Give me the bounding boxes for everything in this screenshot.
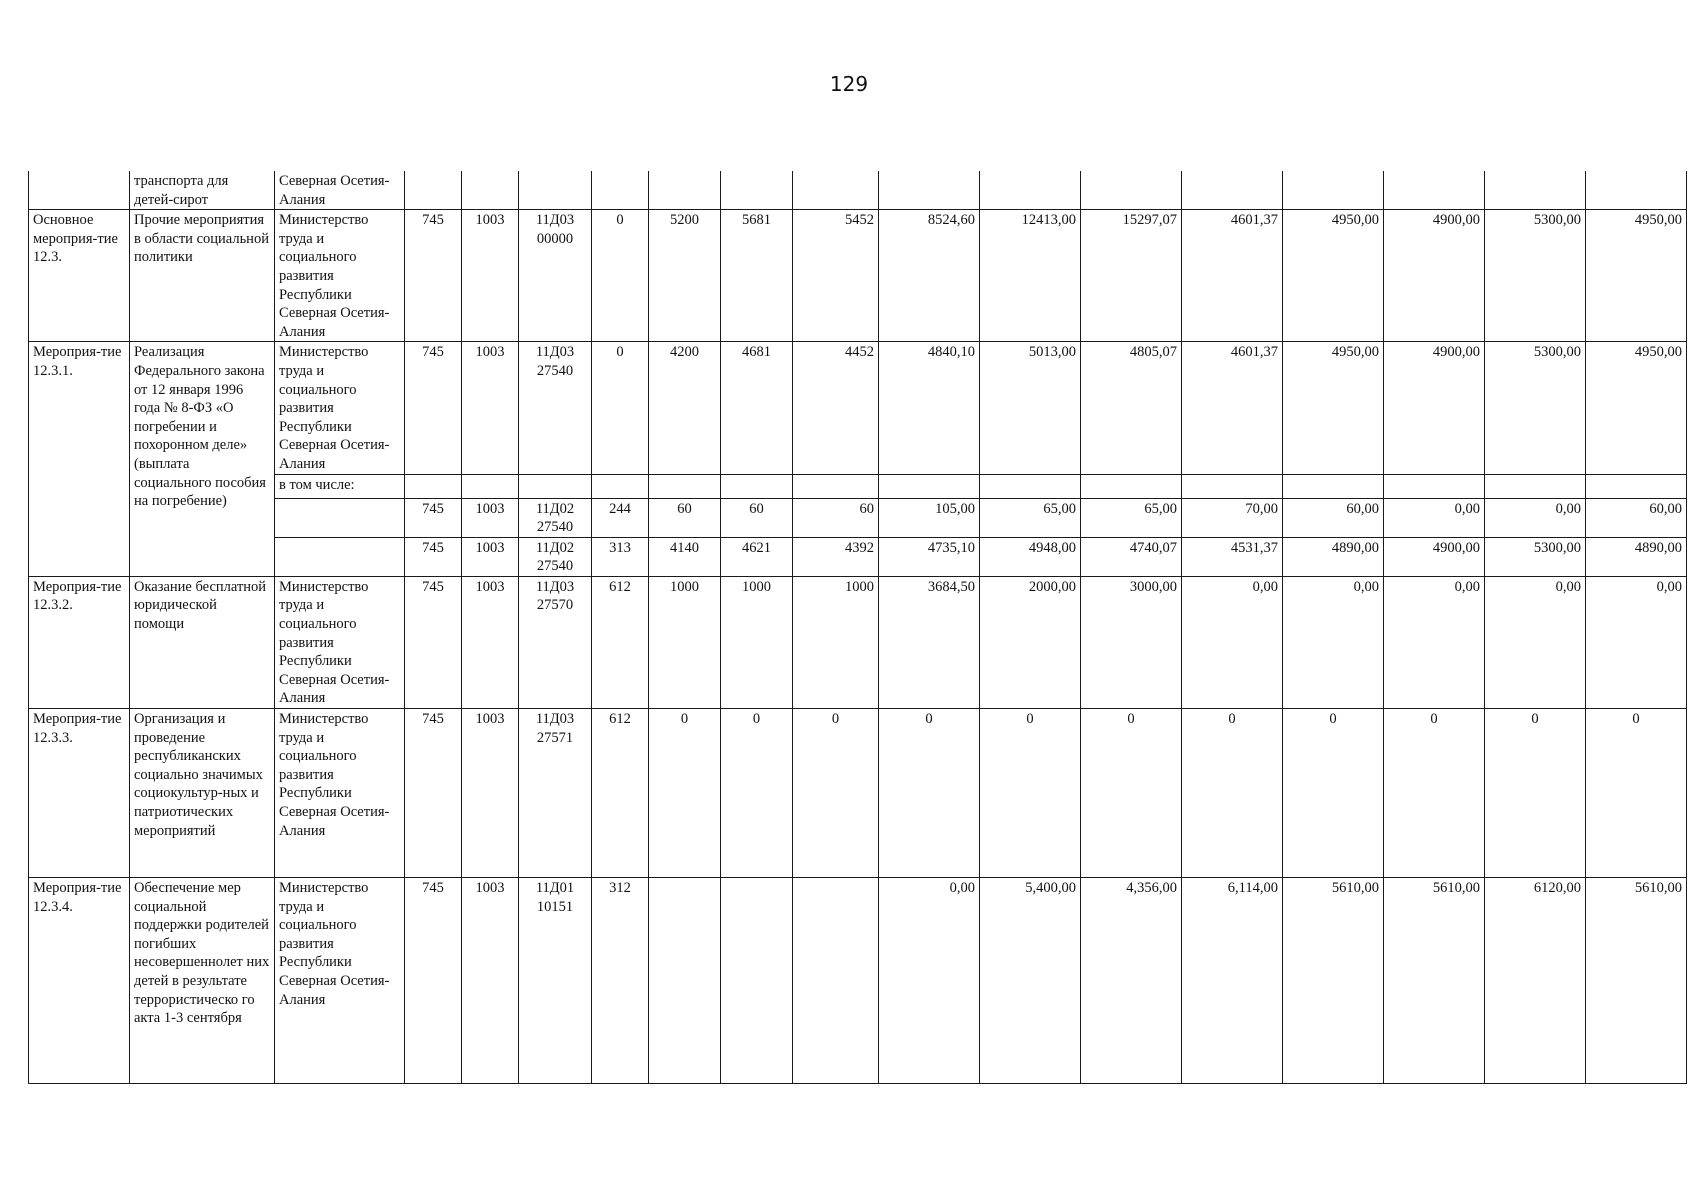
value-cell: 0,00 (1485, 576, 1586, 708)
value-cell: 0 (1182, 709, 1283, 878)
value-cell: 60 (649, 498, 721, 537)
value-cell: 6120,00 (1485, 878, 1586, 1084)
value-cell: 4452 (793, 342, 879, 474)
budget-table (28, 171, 1687, 1084)
value-cell (1485, 474, 1586, 498)
value-cell: 0,00 (1283, 576, 1384, 708)
section-cell: 1003 (462, 342, 519, 474)
value-cell: 8524,60 (879, 210, 980, 342)
value-cell (1081, 474, 1182, 498)
grbs-cell: 745 (405, 709, 462, 878)
value-cell: 4601,37 (1182, 342, 1283, 474)
executor-cell: Министерство труда и социального развития Республики Северная Осетия-Алания (275, 342, 405, 474)
table-row (29, 342, 1687, 474)
grbs-cell: 745 (405, 498, 462, 537)
section-cell: 1003 (462, 709, 519, 878)
value-cell (592, 171, 649, 210)
value-cell: 60,00 (1283, 498, 1384, 537)
value-cell: 4140 (649, 537, 721, 576)
table-row (29, 709, 1687, 878)
value-cell: 0,00 (1384, 498, 1485, 537)
value-cell: 0 (649, 709, 721, 878)
value-cell: 0,00 (1182, 576, 1283, 708)
value-cell (1485, 171, 1586, 210)
value-cell: 0 (1586, 709, 1687, 878)
value-cell: 5681 (721, 210, 793, 342)
executor-cell: Министерство труда и социального развития Республики Северная Осетия-Алания (275, 210, 405, 342)
value-cell (721, 171, 793, 210)
value-cell (649, 474, 721, 498)
expense-type-cell: 0 (592, 342, 649, 474)
grbs-cell: 745 (405, 878, 462, 1084)
target-article-cell: 11Д02 27540 (519, 498, 592, 537)
value-cell: 4948,00 (980, 537, 1081, 576)
value-cell (980, 171, 1081, 210)
value-cell: 0 (793, 709, 879, 878)
value-cell: 4740,07 (1081, 537, 1182, 576)
value-cell (1081, 171, 1182, 210)
executor-cell: Министерство труда и социального развития Республики Северная Осетия-Алания (275, 709, 405, 878)
value-cell: 4890,00 (1283, 537, 1384, 576)
value-cell (649, 878, 721, 1084)
target-article-cell: 11Д03 27540 (519, 342, 592, 474)
value-cell: 0 (980, 709, 1081, 878)
expense-type-cell: 312 (592, 878, 649, 1084)
table-row (29, 878, 1687, 1084)
executor-cell (275, 537, 405, 576)
value-cell: 0 (721, 709, 793, 878)
target-article-cell: 11Д02 27540 (519, 537, 592, 576)
value-cell (405, 171, 462, 210)
value-cell: 15297,07 (1081, 210, 1182, 342)
table-row (29, 537, 1687, 576)
expense-type-cell: 244 (592, 498, 649, 537)
value-cell: 4950,00 (1283, 342, 1384, 474)
value-cell: 4900,00 (1384, 537, 1485, 576)
table-row (29, 576, 1687, 708)
value-cell: 1000 (721, 576, 793, 708)
value-cell: 5300,00 (1485, 537, 1586, 576)
section-cell: 1003 (462, 576, 519, 708)
section-cell: 1003 (462, 537, 519, 576)
value-cell (879, 474, 980, 498)
code-cell: Основное мероприя-тие 12.3. (29, 210, 130, 342)
executor-cell (275, 498, 405, 537)
value-cell: 0 (1384, 709, 1485, 878)
target-article-cell: 11Д03 27571 (519, 709, 592, 878)
value-cell: 4392 (793, 537, 879, 576)
value-cell: 4621 (721, 537, 793, 576)
value-cell: 0,00 (1586, 576, 1687, 708)
value-cell: 65,00 (1081, 498, 1182, 537)
value-cell: 4950,00 (1586, 210, 1687, 342)
value-cell: 4,356,00 (1081, 878, 1182, 1084)
value-cell: 5013,00 (980, 342, 1081, 474)
value-cell: 4735,10 (879, 537, 980, 576)
code-cell: Мероприя-тие 12.3.1. (29, 342, 130, 577)
name-cell: Прочие мероприятия в области социальной политики (130, 210, 275, 342)
value-cell (519, 171, 592, 210)
target-article-cell: 11Д03 27570 (519, 576, 592, 708)
value-cell: 6,114,00 (1182, 878, 1283, 1084)
value-cell: 0,00 (1485, 498, 1586, 537)
value-cell: 105,00 (879, 498, 980, 537)
value-cell: 70,00 (1182, 498, 1283, 537)
value-cell: 0,00 (879, 878, 980, 1084)
name-cell: транспорта для детей-сирот (130, 171, 275, 210)
value-cell: 1000 (793, 576, 879, 708)
expense-type-cell: 612 (592, 709, 649, 878)
value-cell: 0 (1081, 709, 1182, 878)
executor-cell: Министерство труда и социального развития Республики Северная Осетия-Алания (275, 878, 405, 1084)
table-row (29, 210, 1687, 342)
value-cell (649, 171, 721, 210)
value-cell (405, 474, 462, 498)
value-cell: 4200 (649, 342, 721, 474)
expense-type-cell: 0 (592, 210, 649, 342)
value-cell (1283, 171, 1384, 210)
value-cell: 4840,10 (879, 342, 980, 474)
name-cell: Оказание бесплатной юридической помощи (130, 576, 275, 708)
value-cell: 5452 (793, 210, 879, 342)
value-cell (1384, 474, 1485, 498)
value-cell: 60 (793, 498, 879, 537)
section-cell: 1003 (462, 878, 519, 1084)
table-row (29, 171, 1687, 210)
value-cell: 4950,00 (1283, 210, 1384, 342)
value-cell: 4900,00 (1384, 342, 1485, 474)
value-cell: 60,00 (1586, 498, 1687, 537)
value-cell (1182, 474, 1283, 498)
value-cell: 3000,00 (1081, 576, 1182, 708)
value-cell (1384, 171, 1485, 210)
name-cell: Реализация Федерального закона от 12 января 1996 года № 8-ФЗ «О погребении и похоронном деле» (выплата социального пособия на погребение) (130, 342, 275, 577)
value-cell (462, 474, 519, 498)
value-cell (592, 474, 649, 498)
value-cell (1182, 171, 1283, 210)
table-row (29, 474, 1687, 498)
value-cell: 0,00 (1384, 576, 1485, 708)
value-cell: 5610,00 (1586, 878, 1687, 1084)
executor-cell: Министерство труда и социального развития Республики Северная Осетия-Алания (275, 576, 405, 708)
target-article-cell: 11Д01 10151 (519, 878, 592, 1084)
value-cell: 0 (1283, 709, 1384, 878)
value-cell: 4531,37 (1182, 537, 1283, 576)
value-cell: 4950,00 (1586, 342, 1687, 474)
table-row (29, 498, 1687, 537)
value-cell: 60 (721, 498, 793, 537)
value-cell: 5,400,00 (980, 878, 1081, 1084)
expense-type-cell: 313 (592, 537, 649, 576)
value-cell: 4601,37 (1182, 210, 1283, 342)
value-cell (879, 171, 980, 210)
value-cell: 0 (1485, 709, 1586, 878)
value-cell (1586, 474, 1687, 498)
expense-type-cell: 612 (592, 576, 649, 708)
value-cell: 4900,00 (1384, 210, 1485, 342)
name-cell: Организация и проведение республиканских социально значимых социокультур-ных и патриотических мероприятий (130, 709, 275, 878)
value-cell: 5610,00 (1384, 878, 1485, 1084)
value-cell (793, 878, 879, 1084)
value-cell: 0 (879, 709, 980, 878)
value-cell: 4890,00 (1586, 537, 1687, 576)
value-cell: 4681 (721, 342, 793, 474)
value-cell (721, 878, 793, 1084)
grbs-cell: 745 (405, 210, 462, 342)
code-cell: Мероприя-тие 12.3.4. (29, 878, 130, 1084)
section-cell: 1003 (462, 498, 519, 537)
value-cell: 5300,00 (1485, 342, 1586, 474)
value-cell: 5610,00 (1283, 878, 1384, 1084)
value-cell (980, 474, 1081, 498)
value-cell (721, 474, 793, 498)
code-cell: Мероприя-тие 12.3.3. (29, 709, 130, 878)
executor-cell: Северная Осетия-Алания (275, 171, 405, 210)
value-cell: 65,00 (980, 498, 1081, 537)
value-cell (462, 171, 519, 210)
grbs-cell: 745 (405, 342, 462, 474)
target-article-cell: 11Д03 00000 (519, 210, 592, 342)
value-cell (793, 474, 879, 498)
value-cell: 1000 (649, 576, 721, 708)
grbs-cell: 745 (405, 537, 462, 576)
value-cell: 4805,07 (1081, 342, 1182, 474)
value-cell: 5300,00 (1485, 210, 1586, 342)
code-cell (29, 171, 130, 210)
value-cell: 12413,00 (980, 210, 1081, 342)
value-cell (1283, 474, 1384, 498)
section-cell: 1003 (462, 210, 519, 342)
grbs-cell: 745 (405, 576, 462, 708)
value-cell (793, 171, 879, 210)
executor-cell: в том числе: (275, 474, 405, 498)
value-cell: 3684,50 (879, 576, 980, 708)
value-cell (519, 474, 592, 498)
code-cell: Мероприя-тие 12.3.2. (29, 576, 130, 708)
name-cell: Обеспечение мер социальной поддержки родителей погибших несовершеннолет них детей в результате террористическо го акта 1-3 сентября (130, 878, 275, 1084)
value-cell: 5200 (649, 210, 721, 342)
value-cell (1586, 171, 1687, 210)
page-number: 129 (829, 72, 869, 96)
value-cell: 2000,00 (980, 576, 1081, 708)
